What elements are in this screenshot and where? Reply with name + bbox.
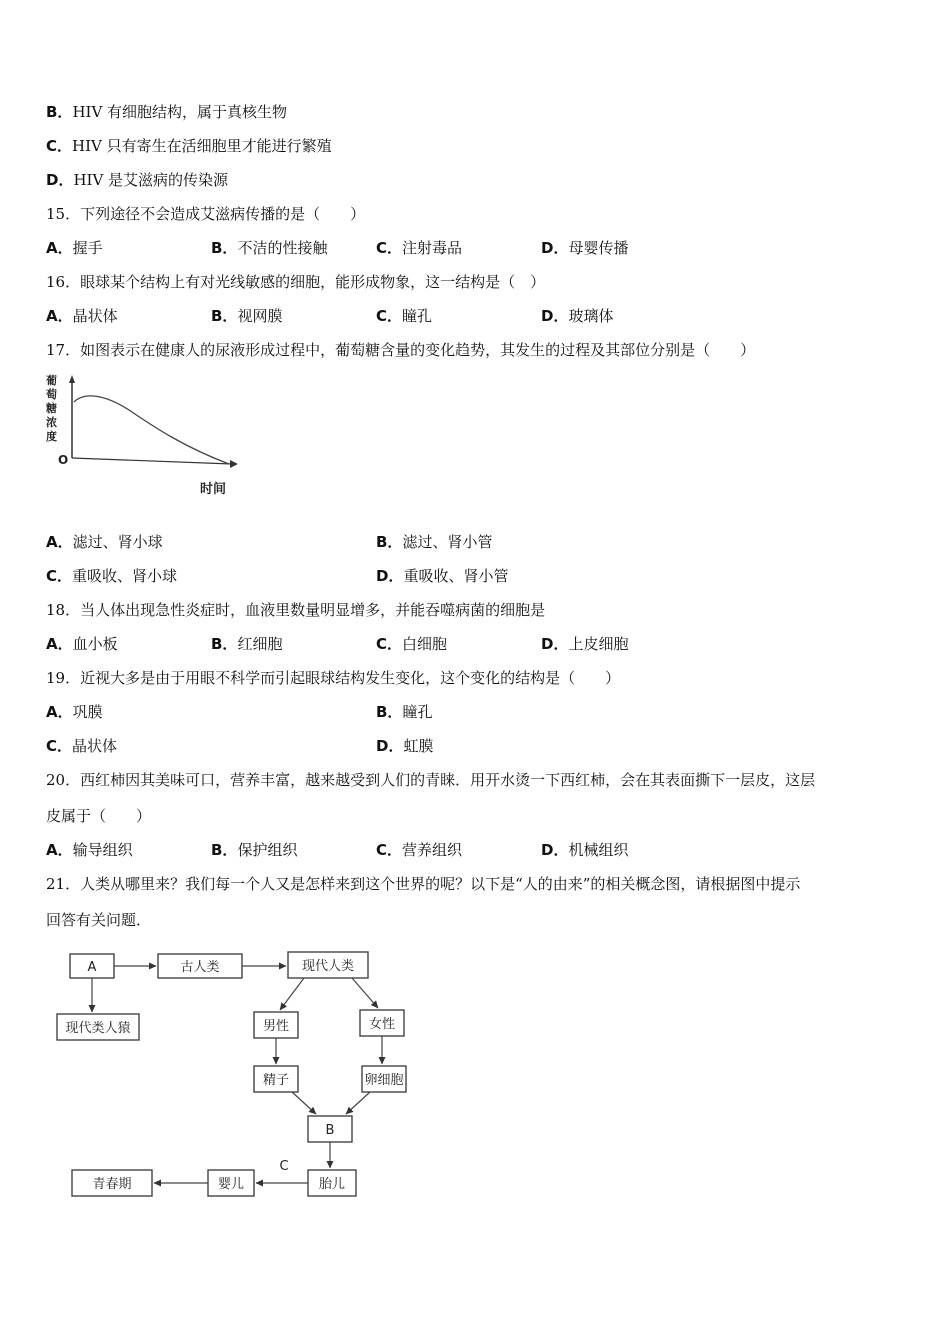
- option-letter: A．: [46, 635, 73, 653]
- graph-origin: O: [58, 453, 69, 467]
- option-text: HIV 是艾滋病的传染源: [73, 171, 229, 189]
- option-text: 白细胞: [402, 635, 448, 653]
- option-text: 上皮细胞: [568, 635, 629, 653]
- option-text: 不洁的性接触: [237, 239, 328, 257]
- option-letter: B．: [211, 841, 238, 859]
- q15-option-c: [376, 238, 462, 258]
- graph-ylabel-char: 萄: [46, 388, 57, 401]
- q14-option-b: [46, 102, 287, 122]
- option-text: HIV 只有寄生在活细胞里才能进行繁殖: [72, 137, 332, 155]
- q21-stem-line2: 回答有关问题．: [46, 911, 152, 929]
- graph-y-arrow: [69, 375, 75, 383]
- arrow-sperm-to-b: [292, 1092, 316, 1114]
- option-letter: D．: [376, 567, 404, 585]
- label-modern-human: 现代人类: [301, 959, 355, 974]
- graph-x-axis: [72, 458, 232, 464]
- option-letter: B．: [376, 703, 403, 721]
- q17-option-c: [46, 566, 177, 586]
- q15-stem: 15．下列途径不会造成艾滋病传播的是（ ）: [46, 205, 366, 223]
- option-text: 重吸收、肾小球: [72, 567, 178, 585]
- option-letter: B．: [211, 239, 238, 257]
- q19-stem: 19．近视大多是由于用眼不科学而引起眼球结构发生变化，这个变化的结构是（ ）: [46, 669, 621, 687]
- label-male: 男性: [262, 1019, 290, 1034]
- q20-option-d: [541, 840, 628, 860]
- option-letter: D．: [541, 841, 569, 859]
- option-letter: B．: [211, 635, 238, 653]
- q16-option-c: [376, 306, 432, 326]
- option-letter: B．: [46, 103, 73, 121]
- option-letter: C．: [376, 239, 403, 257]
- label-sperm: 精子: [262, 1073, 290, 1088]
- option-letter: C．: [46, 567, 73, 585]
- graph-ylabel-char: 度: [46, 430, 57, 443]
- option-letter: D．: [541, 239, 569, 257]
- arrow-egg-to-b: [346, 1092, 370, 1114]
- q16-option-a: [46, 306, 118, 326]
- option-text: 保护组织: [237, 841, 298, 859]
- label-a: A: [87, 960, 97, 975]
- label-ancient-human: 古人类: [180, 960, 220, 975]
- human-origin-concept-map: [52, 944, 414, 1202]
- option-letter: C．: [46, 737, 73, 755]
- option-letter: D．: [376, 737, 404, 755]
- option-text: 巩膜: [72, 703, 103, 721]
- option-letter: A．: [46, 703, 73, 721]
- q20-option-b: [211, 840, 297, 860]
- q16-option-d: [541, 306, 613, 326]
- option-text: 瞳孔: [402, 703, 433, 721]
- option-letter: A．: [46, 841, 73, 859]
- q17-option-b: [376, 532, 492, 552]
- q19-option-d: [376, 736, 433, 756]
- q18-option-c: [376, 634, 447, 654]
- q18-option-a: [46, 634, 118, 654]
- option-text: 虹膜: [403, 737, 434, 755]
- label-modern-ape: 现代类人猿: [65, 1021, 131, 1036]
- option-letter: D．: [541, 307, 569, 325]
- option-letter: B．: [211, 307, 238, 325]
- q18-stem: 18．当人体出现急性炎症时，血液里数量明显增多，并能吞噬病菌的细胞是: [46, 601, 546, 619]
- option-letter: C．: [376, 635, 403, 653]
- q19-option-b: [376, 702, 432, 722]
- q20-option-a: [46, 840, 133, 860]
- option-letter: C．: [376, 307, 403, 325]
- label-b: B: [325, 1123, 335, 1138]
- option-letter: D．: [46, 171, 74, 189]
- label-c: C: [279, 1159, 289, 1174]
- option-text: 晶状体: [72, 307, 118, 325]
- q20-option-c: [376, 840, 462, 860]
- q19-option-c: [46, 736, 117, 756]
- q16-stem: 16．眼球某个结构上有对光线敏感的细胞，能形成物象，这一结构是（ ）: [46, 273, 546, 291]
- option-letter: B．: [376, 533, 403, 551]
- arrow-modern-to-male: [280, 978, 304, 1010]
- arrow-modern-to-female: [352, 978, 378, 1008]
- graph-ylabel-char: 葡: [46, 374, 57, 387]
- option-text: 握手: [72, 239, 103, 257]
- option-text: 滤过、肾小球: [72, 533, 163, 551]
- graph-ylabel-char: 浓: [46, 416, 57, 429]
- graph-xlabel: 时间: [200, 482, 227, 497]
- option-text: HIV 有细胞结构，属于真核生物: [72, 103, 288, 121]
- glucose-graph: [44, 372, 244, 502]
- option-text: 瞳孔: [402, 307, 433, 325]
- option-letter: A．: [46, 239, 73, 257]
- q16-option-b: [211, 306, 282, 326]
- q17-option-d: [376, 566, 508, 586]
- option-letter: A．: [46, 533, 73, 551]
- option-letter: C．: [46, 137, 73, 155]
- q15-option-a: [46, 238, 103, 258]
- q15-option-b: [211, 238, 327, 258]
- label-egg: 卵细胞: [364, 1073, 404, 1088]
- option-text: 母婴传播: [568, 239, 629, 257]
- option-letter: A．: [46, 307, 73, 325]
- graph-x-arrow: [230, 460, 238, 468]
- q20-stem-line2: 皮属于（ ）: [46, 807, 152, 825]
- label-puberty: 青春期: [92, 1177, 132, 1192]
- option-text: 滤过、肾小管: [402, 533, 493, 551]
- option-text: 注射毒品: [402, 239, 463, 257]
- label-infant: 婴儿: [217, 1177, 245, 1192]
- option-letter: D．: [541, 635, 569, 653]
- q19-option-a: [46, 702, 103, 722]
- q17-option-a: [46, 532, 163, 552]
- q21-stem-line1: 21．人类从哪里来？我们每一个人又是怎样来到这个世界的呢？以下是“人的由来”的相关概念图，请根据图中提示: [46, 875, 801, 893]
- option-text: 输导组织: [72, 841, 133, 859]
- q18-option-b: [211, 634, 282, 654]
- option-text: 重吸收、肾小管: [403, 567, 509, 585]
- q15-option-d: [541, 238, 628, 258]
- graph-ylabel-char: 糖: [46, 402, 57, 415]
- option-text: 红细胞: [237, 635, 283, 653]
- label-female: 女性: [368, 1017, 396, 1032]
- q18-option-d: [541, 634, 628, 654]
- q17-stem: 17．如图表示在健康人的尿液形成过程中，葡萄糖含量的变化趋势，其发生的过程及其部位分别是（ ）: [46, 341, 756, 359]
- q14-option-c: [46, 136, 332, 156]
- option-text: 晶状体: [72, 737, 118, 755]
- graph-curve: [74, 396, 229, 464]
- option-letter: C．: [376, 841, 403, 859]
- option-text: 玻璃体: [568, 307, 614, 325]
- option-text: 视网膜: [237, 307, 283, 325]
- q14-option-d: [46, 170, 228, 190]
- label-fetus: 胎儿: [318, 1177, 346, 1192]
- option-text: 机械组织: [568, 841, 629, 859]
- option-text: 营养组织: [402, 841, 463, 859]
- q20-stem-line1: 20．西红柿因其美味可口，营养丰富，越来越受到人们的青睐．用开水烫一下西红柿，会在其表面撕下一层皮，这层: [46, 771, 816, 789]
- option-text: 血小板: [72, 635, 118, 653]
